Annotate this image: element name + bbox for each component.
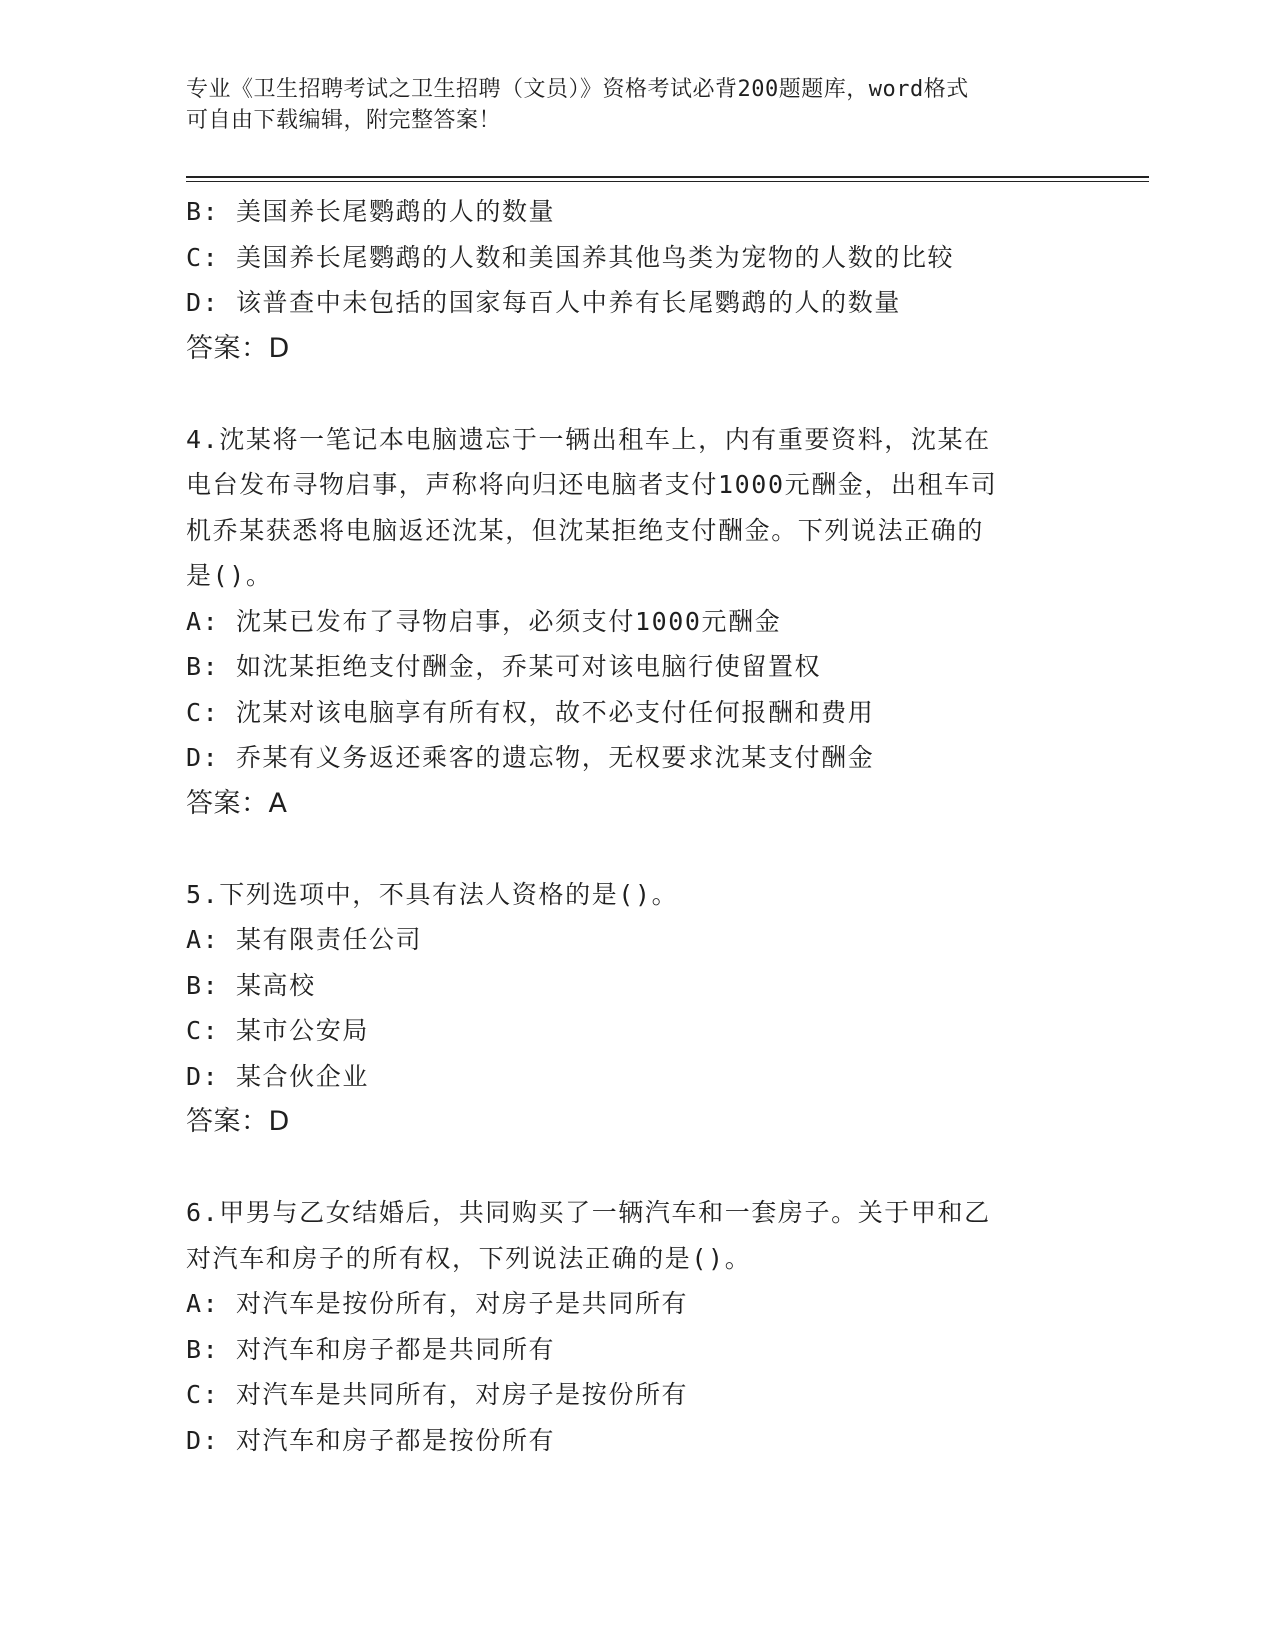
header-title-line-1: 专业《卫生招聘考试之卫生招聘（文员）》资格考试必背200题题库，word格式: [186, 77, 969, 102]
option-b: B: 美国养长尾鹦鹉的人的数量: [186, 197, 556, 226]
option-a: A: 对汽车是按份所有，对房子是共同所有: [186, 1289, 689, 1318]
question-stem: 是()。: [186, 561, 273, 590]
answer: 答案：D: [186, 1106, 290, 1137]
spacer: [186, 826, 1086, 872]
spacer: [186, 371, 1086, 417]
document-header: [186, 74, 1086, 136]
option-b: B: 如沈某拒绝支付酬金，乔某可对该电脑行使留置权: [186, 652, 822, 681]
question-stem: 机乔某获悉将电脑返还沈某，但沈某拒绝支付酬金。下列说法正确的: [186, 515, 985, 545]
question-6: [186, 1190, 1086, 1463]
option-a: A: 沈某已发布了寻物启事，必须支付1000元酬金: [186, 606, 782, 636]
option-b: B: 某高校: [186, 970, 316, 1000]
option-d: D: 乔某有义务返还乘客的遗忘物，无权要求沈某支付酬金: [186, 743, 875, 772]
option-c: C: 沈某对该电脑享有所有权，故不必支付任何报酬和费用: [186, 697, 875, 727]
question-stem: 电台发布寻物启事，声称将向归还电脑者支付1000元酬金，出租车司: [186, 470, 998, 499]
answer: 答案：A: [186, 787, 288, 819]
question-list: [186, 189, 1086, 1463]
spacer: [186, 1145, 1086, 1191]
question-3-tail: [186, 189, 1086, 371]
option-d: D: 该普查中未包括的国家每百人中养有长尾鹦鹉的人的数量: [186, 288, 901, 317]
option-b: B: 对汽车和房子都是共同所有: [186, 1334, 556, 1364]
question-4: [186, 417, 1086, 827]
question-stem: 5.下列选项中，不具有法人资格的是()。: [186, 879, 679, 909]
option-c: C: 美国养长尾鹦鹉的人数和美国养其他鸟类为宠物的人数的比较: [186, 242, 955, 272]
header-divider: [186, 176, 1149, 178]
option-c: C: 对汽车是共同所有，对房子是按份所有: [186, 1380, 689, 1409]
option-d: D: 对汽车和房子都是按份所有: [186, 1425, 556, 1455]
header-title-line-2: 可自由下载编辑，附完整答案！: [186, 108, 502, 133]
question-stem: 4.沈某将一笔记本电脑遗忘于一辆出租车上，内有重要资料，沈某在: [186, 424, 991, 454]
question-5: [186, 872, 1086, 1145]
option-c: C: 某市公安局: [186, 1016, 369, 1045]
option-a: A: 某有限责任公司: [186, 925, 423, 954]
question-stem: 对汽车和房子的所有权，下列说法正确的是()。: [186, 1243, 752, 1273]
question-stem: 6.甲男与乙女结婚后，共同购买了一辆汽车和一套房子。关于甲和乙: [186, 1198, 991, 1227]
option-d: D: 某合伙企业: [186, 1061, 369, 1091]
answer: 答案：D: [186, 332, 290, 364]
